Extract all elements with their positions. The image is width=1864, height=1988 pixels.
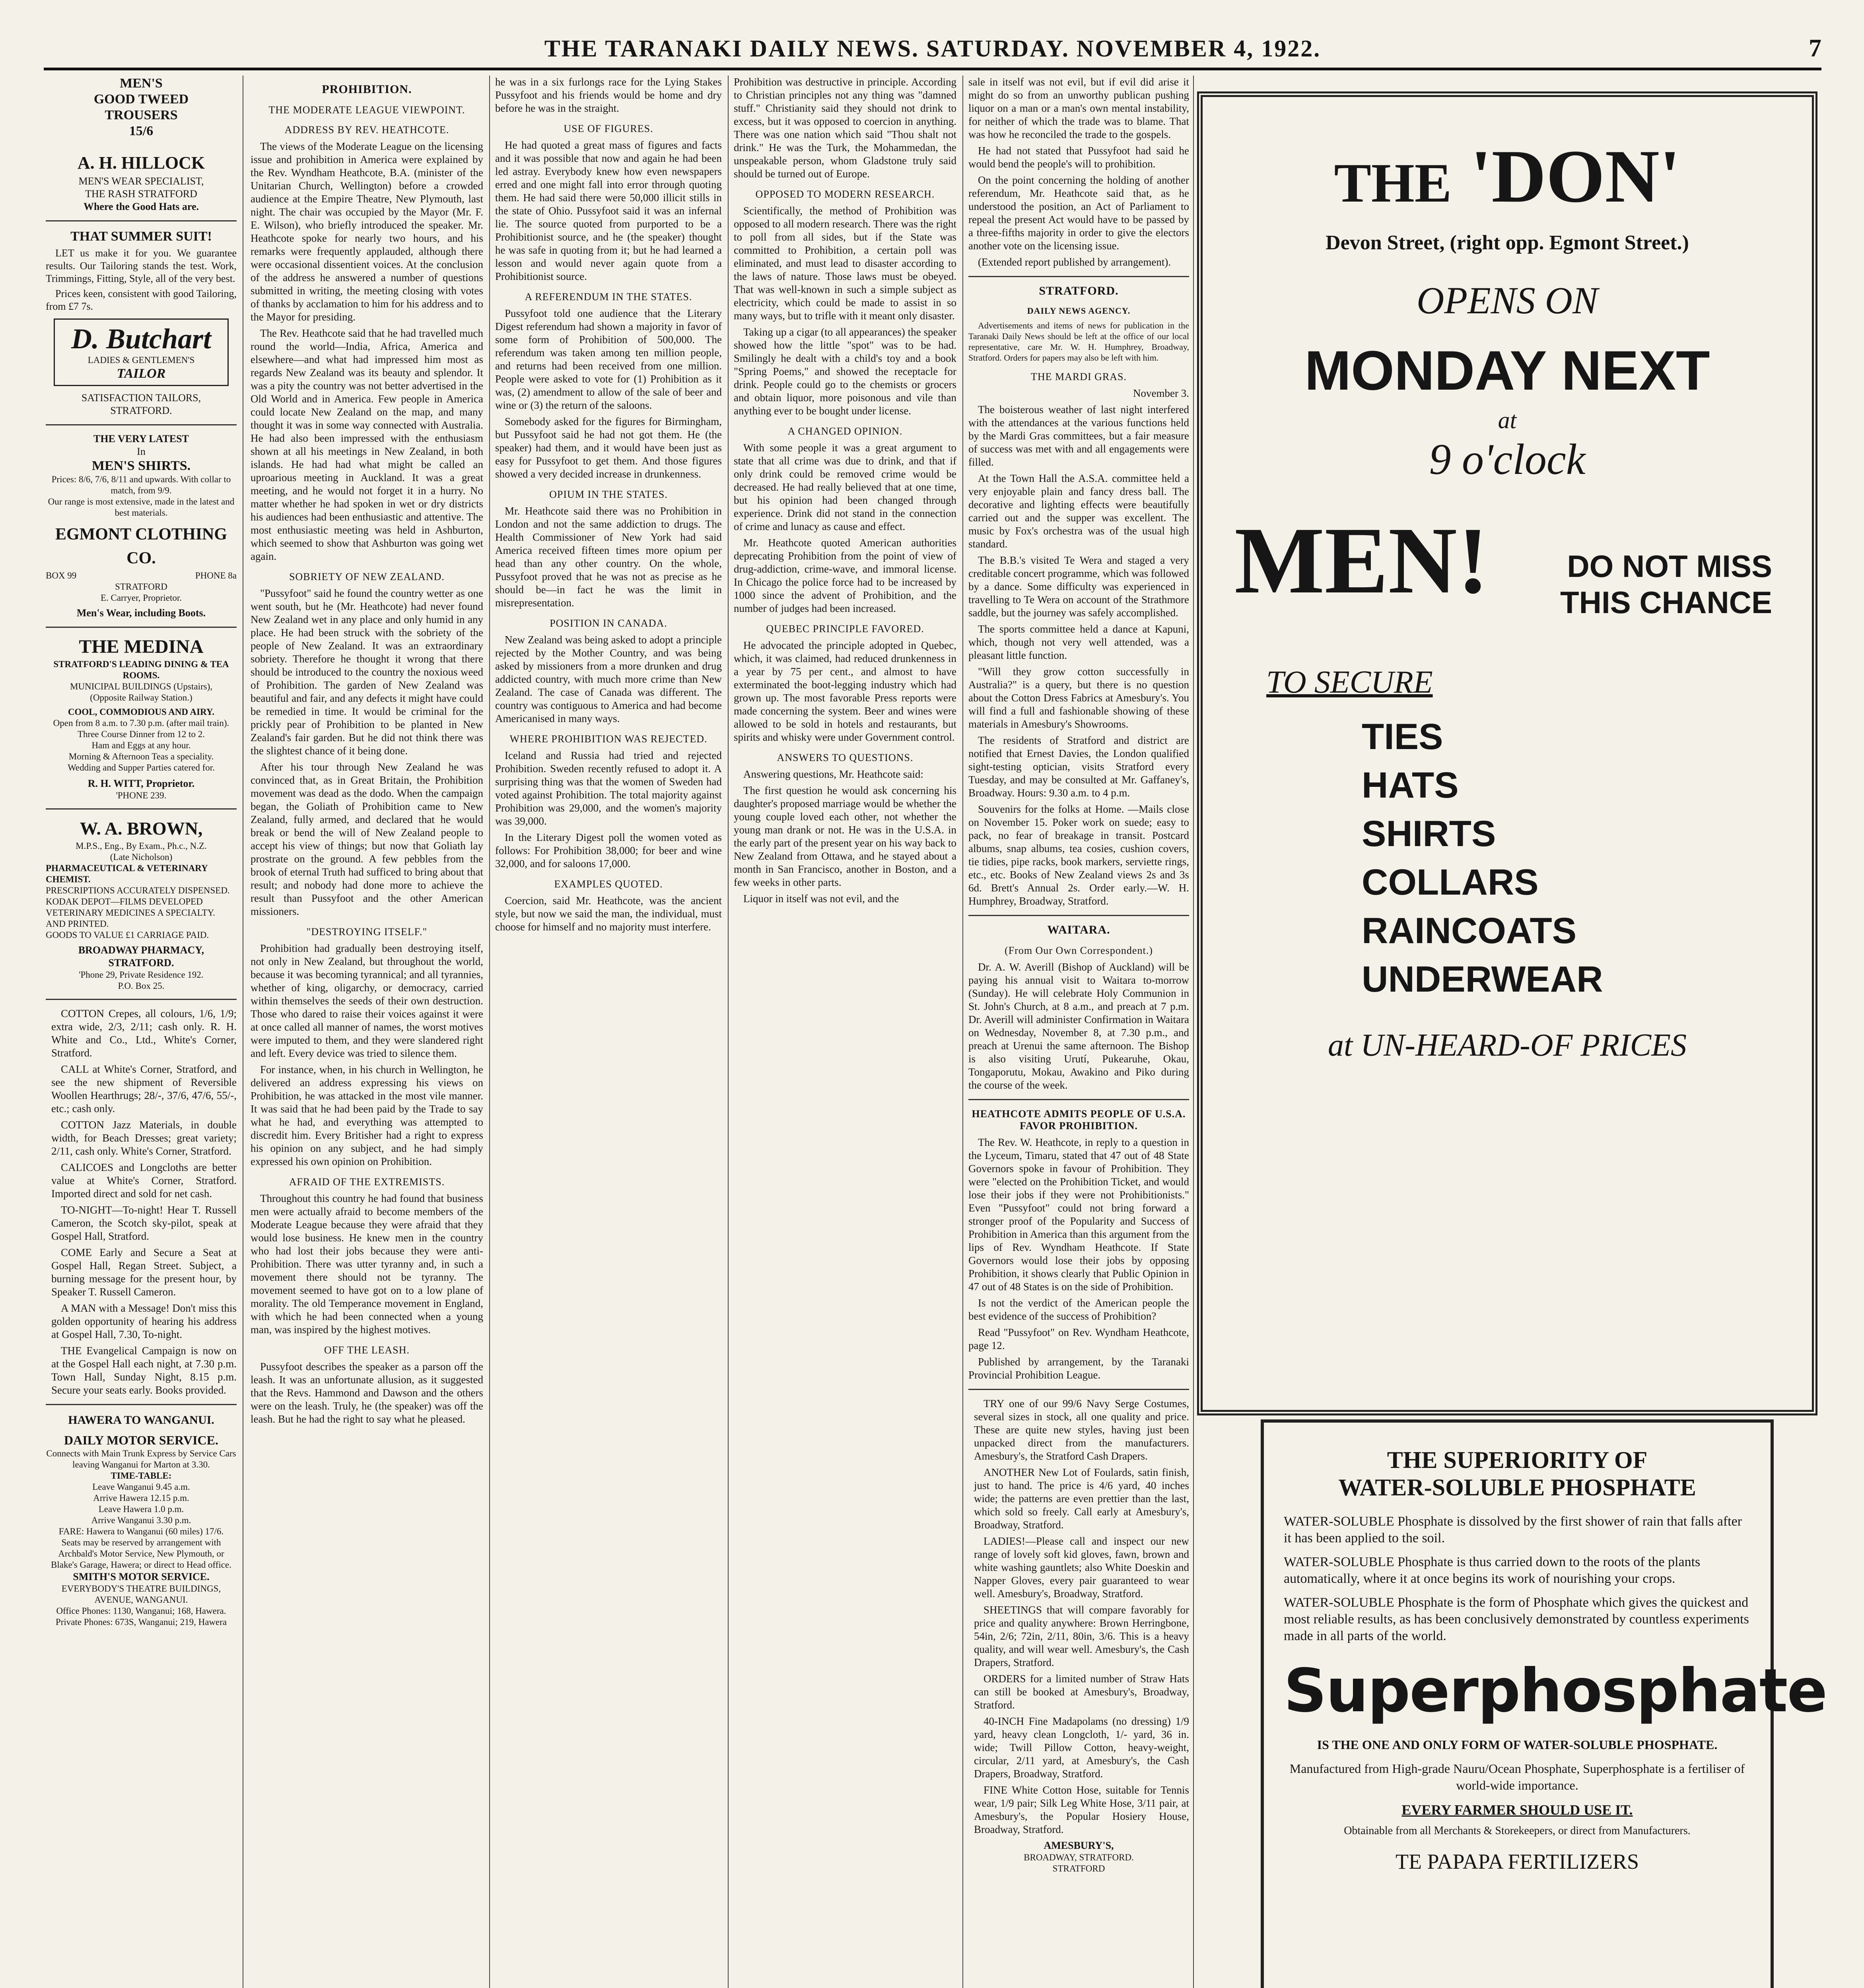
don-ad: [1197, 91, 1817, 1415]
butchart-prices: Prices keen, consistent with good Tailoring, from £7 7s.: [46, 288, 237, 312]
amesbury-item: LADIES!—Please call and inspect our new range of lovely soft kid gloves, fawn, brown and white washing gauntlets; also White Doeskin and Napper Gloves, every pair guaranteed to wear well. Amesbury's, Broadway, Stratford.: [974, 1535, 1189, 1600]
column-rule: [1193, 76, 1194, 1988]
article-subtitle: THE MODERATE LEAGUE VIEWPOINT.: [268, 104, 465, 116]
news-paragraph: At the Town Hall the A.S.A. committee held a very enjoyable plain and fancy dress ball. The decorative and lighting effects were beautifully carried out and the supper was excellent. The music by Fox's orchestra was of the usual high standard.: [968, 472, 1189, 550]
egmont-town: STRATFORD: [115, 582, 167, 592]
column-article-3: [734, 76, 956, 1988]
subhead: OPPOSED TO MODERN RESEARCH.: [755, 188, 935, 200]
hawera-time: Leave Hawera 1.0 p.m.: [98, 1504, 184, 1514]
column-ads-left: [46, 76, 237, 1988]
amesbury-item: 40-INCH Fine Madapolams (no dressing) 1/9 yard, heavy clean Longcloth, 1/- yard, 36 in. wide; Twill Pillow Cotton, heavy-weight, circular, 2/11 yard, at Amesbury's, the Cash Drapers, Broadway, Stratford.: [974, 1715, 1189, 1780]
don-at: at: [1498, 407, 1517, 433]
hillock-tagline: Where the Good Hats are.: [83, 201, 199, 212]
brown-line: PHARMACEUTICAL & VETERINARY CHEMIST.: [46, 863, 208, 884]
article-paragraph: sale in itself was not evil, but if evil did arise it might do so from an unworthy publican pushing liquor on a man or a man's own mental instability, for neither of which the trade was to blame. That was how he reconciled the trade to the gospels.: [968, 76, 1189, 140]
amesbury-name: AMESBURY'S,: [1044, 1840, 1114, 1851]
phos-obtain: Obtainable from all Merchants & Storekeepers, or direct from Manufacturers.: [1344, 1825, 1691, 1837]
news-paragraph: The sports committee held a dance at Kapuni, which, though not very well attended, was a pleasant little function.: [968, 623, 1189, 661]
column-article-2: [495, 76, 722, 1988]
subhead: A CHANGED OPINION.: [787, 425, 903, 437]
subhead: USE OF FIGURES.: [564, 123, 653, 134]
article-paragraph: He had quoted a great mass of figures and facts and it was possible that now and again he had been led astray. Everybody knew how even newspapers erred and one might fall into error through quoting them. He had said there were 50,000 illicit stills in the state of Ohio. Pussyfoot said it was an infernal lie. The source quoted from purported to be a Prohibitionist source, and he (the speaker) thought he was safe in quoting from it; but he had learned a lesson and would never again quote from a Prohibitionist source.: [495, 139, 722, 282]
butchart-logo-script: D. Butchart: [71, 323, 212, 355]
smith-name: SMITH'S MOTOR SERVICE.: [73, 1571, 210, 1582]
hillock-name: A. H. HILLOCK: [77, 153, 205, 173]
don-ad-inner: [1219, 113, 1796, 1394]
article-paragraph: The first question he would ask concerning his daughter's proposed marriage would be whether the young couple loved each other, not whether the young man drank or not. He was in the U.S.A. in the early part of the present year on his way back to New Zealand from Ottawa, and he stayed about a month in San Francisco, another in Boston, and a few weeks in other parts.: [734, 784, 956, 888]
don-item: UNDERWEAR: [1362, 959, 1603, 1000]
egmont-name: EGMONT CLOTHING CO.: [55, 525, 227, 567]
don-item: HATS: [1362, 765, 1459, 806]
phos-sup: THE SUPERIORITY OF: [1387, 1447, 1648, 1473]
subhead: A REFERENDUM IN THE STATES.: [525, 291, 692, 303]
brown-pobox: P.O. Box 25.: [118, 981, 165, 991]
brown-line: GOODS TO VALUE £1 CARRIAGE PAID.: [46, 930, 209, 940]
agency-notice: Advertisements and items of news for publication in the Taranaki Daily News should be left at the office of our local representative, care Mr. W. H. Humphrey, Broadway, Stratford. Orders for papers may also be left with him.: [968, 320, 1189, 363]
subhead: POSITION IN CANADA.: [550, 617, 667, 629]
classified-item: THE Evangelical Campaign is now on at the Gospel Hall each night, at 7.30 p.m. Town Hall, Sunday Night, 8.15 p.m. Secure your seats early. Books provided.: [51, 1345, 237, 1396]
classified-item: CALL at White's Corner, Stratford, and see the new shipment of Reversible Woollen Hearthrugs; 28/-, 37/6, 47/6, 55/-, etc.; cash only.: [51, 1063, 237, 1114]
medina-name: THE MEDINA: [79, 636, 204, 657]
don-secure: TO SECURE: [1266, 665, 1433, 700]
stratford-head: STRATFORD.: [1039, 284, 1119, 297]
divider: [46, 627, 237, 628]
divider: [46, 1404, 237, 1405]
don-time: 9 o'clock: [1429, 435, 1586, 483]
brown-line: AND PRINTED.: [46, 919, 109, 929]
don-opens: OPENS ON: [1417, 279, 1598, 322]
egmont-in: In: [137, 446, 146, 457]
don-title: [1219, 137, 1796, 223]
brown-name: W. A. BROWN,: [80, 818, 203, 839]
divider: [46, 220, 237, 221]
hawera-connects: Connects with Main Trunk Express by Service Cars leaving Wanganui for Marton at 3.30.: [46, 1448, 236, 1470]
egmont-range: Our range is most extensive, made in the latest and best materials.: [48, 497, 235, 518]
hawera-time: Arrive Wanganui 3.30 p.m.: [91, 1515, 191, 1525]
news-paragraph: Read "Pussyfoot" on Rev. Wyndham Heathcote, page 12.: [968, 1326, 1189, 1351]
article-paragraph: Taking up a cigar (to all appearances) the speaker showed how the little "spot" was to be had. Smilingly he dealt with a child's toy and a book "Spring Poems," and showed the receptacle for drink. People could go to the chemists or grocers and obtain liquor, more poisonous and vile than anything ever to be bought under license.: [734, 326, 956, 417]
smith-building: EVERYBODY'S THEATRE BUILDINGS, AVENUE, WANGANUI.: [61, 1584, 221, 1605]
heathcote-admits-head: HEATHCOTE ADMITS PEOPLE OF U.S.A. FAVOR PROHIBITION.: [972, 1108, 1186, 1132]
amesbury-ads: [968, 1397, 1189, 1874]
brown-line: VETERINARY MEDICINES A SPECIALTY.: [46, 908, 215, 918]
article-title: PROHIBITION.: [322, 83, 412, 96]
butchart-footer2: STRATFORD.: [110, 405, 172, 416]
butchart-logo: [54, 318, 229, 386]
hawera-timetable: TIME-TABLE:: [111, 1471, 172, 1481]
article-paragraph: Prohibition had gradually been destroying itself, not only in New Zealand, but throughout the world, because it was becoming tyrannical; and all tyrannies, whether of king, oligarchy, or democracy, carried within themselves the seeds of their own destruction. Those who dared to raise their voices against it were at once called all manner of names, the worst motives were imputed to them, and they were slandered right and left. Every device was tried to silence them.: [251, 942, 483, 1059]
hawera-title: DAILY MOTOR SERVICE.: [64, 1433, 218, 1447]
news-paragraph: The B.B.'s visited Te Wera and staged a very creditable concert programme, which was followed by a dance. Some difficulty was experienced in travelling to Te Wera on account of the Strathmore saddle, but the journey was safely accomplished.: [968, 554, 1189, 619]
don-street: Devon Street, (right opp. Egmont Street.): [1326, 231, 1689, 254]
column-article-1: [251, 76, 483, 1988]
article-paragraph: He had not stated that Pussyfoot had said he would bend the people's will to prohibition.: [968, 145, 1189, 170]
article-paragraph: For instance, when, in his church in Wellington, he delivered an address expressing his views on Prohibition, he was attacked in the most vile manner. It was said that he had been paid by the Trade to say what he had, and everything was attempted to discredit him. Every Britisher had a right to express his opinion on any subject, and he had simply expressed his own opinion on Prohibition.: [251, 1064, 483, 1167]
don-item: TIES: [1362, 716, 1443, 757]
classified-item: COME Early and Secure a Seat at Gospel Hall, Regan Street. Subject, a burning message for the present hour, by Speaker T. Russell Cameron.: [51, 1246, 237, 1298]
don-items: [1219, 712, 1796, 1004]
article-paragraph: Pussyfoot told one audience that the Literary Digest referendum had shown a majority in favor of some form of Prohibition of 500,000. The referendum was taken among ten million people, and returns had been received from one million. People were asked to vote for (1) Prohibition as it was, (2) amendment to allow of the sale of beer and wine or (3) the return of the saloons.: [495, 307, 722, 411]
amesbury-addr1: BROADWAY, STRATFORD.: [1024, 1852, 1134, 1862]
masthead: [44, 24, 1821, 64]
classified-item: CALICOES and Longcloths are better value at White's Corner, Stratford. Imported direct and sold for net cash.: [51, 1161, 237, 1200]
article-paragraph: Pussyfoot describes the speaker as a parson off the leash. It was an unfortunate allusion, as it suggested that the Revs. Hammond and Dawson and the others were on the leash. Truly, he (the speaker) was off the leash. But he had the right to say what he pleased.: [251, 1361, 483, 1425]
egmont-tagline: Men's Wear, including Boots.: [76, 607, 206, 619]
medina-sub: STRATFORD'S LEADING DINING & TEA ROOMS.: [53, 659, 229, 680]
masthead-rule: [44, 68, 1821, 70]
medina-hours: Open from 8 a.m. to 7.30 p.m. (after mail train).: [53, 718, 229, 728]
don-monday: MONDAY NEXT: [1304, 339, 1710, 402]
article-credit: (Extended report published by arrangement).: [978, 256, 1171, 268]
egmont-latest: THE VERY LATEST: [93, 433, 189, 445]
medina-cool: COOL, COMMODIOUS AND AIRY.: [68, 707, 215, 717]
hawera-head: HAWERA TO WANGANUI.: [68, 1413, 214, 1427]
hillock-line1: MEN'S: [120, 76, 163, 91]
hawera-ad: [46, 1412, 237, 1628]
article-paragraph: On the point concerning the holding of another referendum, Mr. Heathcote said that, as he understood the position, an Act of Parliament to repeal the present Act would have to be passed by a three-fifths majority in order to give the electors another vote on the licensing issue.: [968, 174, 1189, 252]
amesbury-footer: [968, 1839, 1189, 1874]
egmont-ad: [46, 433, 237, 619]
article-paragraph: he was in a six furlongs race for the Lying Stakes Pussyfoot and his friends would be home and dry before he was in the straight.: [495, 76, 722, 114]
subhead: EXAMPLES QUOTED.: [554, 878, 663, 890]
news-paragraph: Dr. A. W. Averill (Bishop of Auckland) will be paying his annual visit to Waitara to-morrow (Sunday). He will celebrate Holy Communion in St. John's Church, at 8 a.m., and preach at 7 p.m. Dr. Averill will administer Confirmation in Waitara on Wednesday, November 8, at 7.30 p.m., and preach at Urenui the same afternoon. The Bishop is also visiting Urutí, Pukearuhe, Okau, Tongaporutu, Mokau, Awakino and Piko during the course of the week.: [968, 961, 1189, 1091]
medina-bldg: MUNICIPAL BUILDINGS (Upstairs),: [70, 681, 212, 691]
phos-made: Manufactured from High-grade Nauru/Ocean Phosphate, Superphosphate is a fertiliser of world-wide importance.: [1289, 1761, 1745, 1792]
medina-ham: Ham and Eggs at any hour.: [91, 740, 191, 750]
amesbury-addr2: STRATFORD: [1052, 1864, 1105, 1873]
brown-late: (Late Nicholson): [110, 852, 173, 862]
classified-item: COTTON Jazz Materials, in double width, for Beach Dresses; great variety; 2/11, cash only. White's Corner, Stratford.: [51, 1119, 237, 1157]
article-paragraph: After his tour through New Zealand he was convinced that, as in Great Britain, the Prohibition movement was dead as the dodo. When the campaign began, the Goliath of Prohibition came to New Zealand, fully armed, and declared that he would break or bend the will of New Zealand people to accept his view of things; but now that Goliath lay prostrate on the ground. A few pebbles from the brook of eternal Truth had sufficed to bring about that result; and nobody had done more to achieve the result than Pussyfoot and the other American missioners.: [251, 761, 483, 917]
medina-phone: 'PHONE 239.: [116, 790, 167, 800]
butchart-logo-trade: TAILOR: [117, 366, 166, 381]
news-paragraph: The boisterous weather of last night interfered with the attendances at the various functions held by the Mardi Gras committees, but a fair measure of success was met with and all engagements were filled.: [968, 404, 1189, 468]
divider: [968, 1389, 1189, 1390]
dateline: November 3.: [1133, 387, 1189, 399]
classified-list: [46, 1007, 237, 1397]
don-dnm1: DO NOT MISS: [1567, 549, 1772, 584]
brown-pharmacy: BROADWAY PHARMACY, STRATFORD.: [78, 944, 204, 969]
column-rule: [728, 76, 729, 1988]
article-paragraph: Answering questions, Mr. Heathcote said:: [743, 768, 923, 780]
article-paragraph: Throughout this country he had found that business men were actually afraid to become members of the Moderate League because they were afraid that they would lose business. He knew men in the country who had lost their jobs because they were anti-Prohibition. There was utter tyranny and, in such a movement there should not be tyranny. The movement seemed to have got on to a low plane of morality. The old Temperance movement in England, with which he had been connected when a young man, was inspired by the highest motives.: [251, 1192, 483, 1336]
divider: [46, 424, 237, 425]
amesbury-item: ANOTHER New Lot of Foulards, satin finish, just to hand. The price is 4/6 yard, 40 inches wide; the patterns are even prettier than the last, which sold so freely. Call early at Amesbury's, Broadway, Stratford.: [974, 1466, 1189, 1531]
article-paragraph: Prohibition was destructive in principle. According to Christian principles not any thing was "damned stuff." Christianity said they should not drink to excess, but it was opposed to coercion in anything. There was one nation which said "Thou shalt not drink." He was the Turk, the Mohammedan, the unspeakable person, whom Gladstone truly said should be turned out of Europe.: [734, 76, 956, 180]
subhead: WHERE PROHIBITION WAS REJECTED.: [509, 733, 708, 745]
superphosphate-ad: [1261, 1419, 1827, 1988]
hawera-time: Leave Wanganui 9.45 a.m.: [92, 1482, 190, 1492]
subhead: SOBRIETY OF NEW ZEALAND.: [289, 571, 445, 582]
hawera-seats: Seats may be reserved by arrangement with Archbald's Motor Service, New Plymouth, or Blake's Garage, Hawera; or direct to Head office.: [51, 1538, 231, 1570]
article-paragraph: Liquor in itself was not evil, and the: [743, 893, 899, 905]
divider: [968, 276, 1189, 277]
amesbury-item: SHEETINGS that will compare favorably for price and quality anywhere: Brown Herringbone, 54in, 2/6; 72in, 2/11, 80in, 3/6. This is a heavy quality, and will wear well. Amesbury's, the Cash Drapers, Stratford.: [974, 1604, 1189, 1668]
smith-private: Private Phones: 673S, Wanganui; 219, Hawera: [55, 1617, 227, 1627]
phos-te: TE PAPAPA FERTILIZERS: [1396, 1850, 1639, 1873]
divider: [968, 1099, 1189, 1100]
article-paragraph: Coercion, said Mr. Heathcote, was the ancient style, but now we said the man, the individual, must choose for himself and no majority must interfere.: [495, 895, 722, 933]
classified-item: A MAN with a Message! Don't miss this golden opportunity of hearing his address at Gospel Hall, 7.30, To-night.: [51, 1302, 237, 1340]
article-paragraph: "Pussyfoot" said he found the country wetter as one went south, but he (Mr. Heathcote) had never found New Zealand wet in any place and only humid in any place. He had been struck with the sobriety of the people of New Zealand. It was an extraordinary sobriety. Therefore he thought it wrong that there should be introduced to the country the noxious weed of Prohibition. The garden of New Zealand was beautiful and fair, and any defects it might have could be remedied in time. It would be criminal for the prickly pear of Prohibition to be planted in New Zealand's fair garden. But he did not think there was the slightest chance of it being done.: [251, 587, 483, 757]
hawera-time: Arrive Hawera 12.15 p.m.: [93, 1493, 189, 1503]
subhead: OPIUM IN THE STATES.: [549, 489, 668, 500]
smith-office: Office Phones: 1130, Wanganui; 168, Hawera.: [56, 1606, 226, 1616]
article-paragraph: New Zealand was being asked to adopt a principle rejected by the Mother Country, and was being asked by missioners from a more drunken and drug addicted country, with much more crime than New Zealand. The case of Canada was different. The country was contiguous to America and had become Americanised in many ways.: [495, 634, 722, 724]
don-prices: at UN-HEARD-OF PRICES: [1328, 1028, 1687, 1063]
phos-p1: WATER-SOLUBLE Phosphate is dissolved by the first shower of rain that falls after it has been applied to the soil.: [1284, 1514, 1742, 1545]
amesbury-item: TRY one of our 99/6 Navy Serge Costumes, several sizes in stock, all one quality and price. These are quite new styles, having just been unpacked direct from the manufacturers. Amesbury's, the Stratford Cash Drapers.: [974, 1398, 1189, 1462]
classified-item: COTTON Crepes, all colours, 1/6, 1/9; extra wide, 2/3, 2/11; cash only. R. H. White and Co., Ltd., White's Corner, Stratford.: [51, 1008, 237, 1059]
brown-ad: [46, 817, 237, 992]
subhead: QUEBEC PRINCIPLE FAVORED.: [766, 623, 924, 635]
article-paragraph: Scientifically, the method of Prohibition was opposed to all modern research. There was the right to poll from all sides, but if the State was committed to Prohibition, a certain poll was eliminated, and must lead to disaster according to the laws of nature. Those laws must be obeyed. That was well-known in such a simple subject as electricity, which could be made to assist in so many ways, but to trifle with it meant only disaster.: [734, 205, 956, 322]
subhead: THE MARDI GRAS.: [1030, 371, 1127, 382]
waitara-from: (From Our Own Correspondent.): [1005, 945, 1153, 956]
divider: [46, 808, 237, 810]
hillock-ad: [46, 76, 237, 213]
egmont-prices: Prices: 8/6, 7/6, 8/11 and upwards. With collar to match, from 9/9.: [51, 474, 231, 495]
agency-head: DAILY NEWS AGENCY.: [1027, 306, 1131, 316]
don-the: THE: [1334, 152, 1452, 214]
medina-wedding: Wedding and Supper Parties catered for.: [68, 763, 215, 773]
medina-dinner: Three Course Dinner from 12 to 2.: [77, 729, 205, 739]
don-dnm2: THIS CHANCE: [1560, 585, 1772, 620]
phos-p3: WATER-SOLUBLE Phosphate is the form of Phosphate which gives the quickest and most reliable results, as has been conclusively demonstrated by countless experiments made in all parts of the world.: [1284, 1595, 1749, 1643]
article-paragraph: The views of the Moderate League on the licensing issue and prohibition in America were explained by the Rev. Wyndham Heathcote, B.A. (minister of the Unitarian Church, Wellington) before a crowded audience at the Empire Theatre, New Plymouth, last night. The chair was occupied by the Mayor (Mr. F. E. Wilson), who briefly introduced the speaker. Mr. Heathcote spoke for nearly two hours, and his remarks were frequently applauded, although there were occasional dissentient voices. At the conclusion of the address he answered a number of questions submitted in writing, the meeting closing with votes of thanks by acclamation to him for his address and to the Mayor for presiding.: [251, 140, 483, 323]
column-news: [968, 76, 1189, 1988]
butchart-body: LET us make it for you. We guarantee results. Our Tailoring stands the test. Work, Trimmings, Fitting, Style, all of the very best.: [46, 247, 237, 284]
classified-item: TO-NIGHT—To-night! Hear T. Russell Cameron, the Scotch sky-pilot, speak at Gospel Hall, Stratford.: [51, 1204, 237, 1242]
hillock-trade: MEN'S WEAR SPECIALIST,: [78, 175, 204, 187]
medina-ad: [46, 635, 237, 801]
egmont-contact: [46, 570, 237, 581]
egmont-box: BOX 99: [46, 571, 77, 580]
hawera-fare: FARE: Hawera to Wanganui (60 miles) 17/6.: [58, 1526, 224, 1536]
hillock-address: THE RASH STRATFORD: [85, 188, 197, 200]
butchart-footer1: SATISFACTION TAILORS,: [81, 392, 201, 404]
brown-line: PRESCRIPTIONS ACCURATELY DISPENSED.: [46, 885, 230, 895]
article-paragraph: Mr. Heathcote quoted American authorities deprecating Prohibition from the point of view of drug-addiction, crime-wave, and immoral license. In Chicago the police force had to be increased by 1000 since the advent of Prohibition, and the number of judges had been increased.: [734, 537, 956, 614]
phos-p2: WATER-SOLUBLE Phosphate is thus carried down to the roots of the plants automatically, where it at once begins its work of nourishing your crops.: [1284, 1555, 1701, 1586]
medina-opp: (Opposite Railway Station.): [90, 693, 192, 703]
waitara-head: WAITARA.: [1047, 923, 1110, 936]
brown-line: KODAK DEPOT—FILMS DEVELOPED: [46, 897, 203, 907]
butchart-logo-sub: LADIES & GENTLEMEN'S: [87, 355, 195, 365]
article-paragraph: Somebody asked for the figures for Birmingham, but Pussyfoot said he had not got them. He (the speaker) had them, and it would have been just as easy for Pussyfoot to get them. And those figures showed a very decided increase in drunkenness.: [495, 415, 722, 480]
article-paragraph: With some people it was a great argument to state that all crime was due to drink, and that if only drink could be removed crime would be decreased. He had really believed that at one time, but his opinion had been changed through experience. Drink did not stand in the connection of crime and lunacy as cause and effect.: [734, 442, 956, 532]
news-paragraph: Souvenirs for the folks at Home. —Mails close on November 15. Poker work on suede; easy to pack, no fear of breakage in transit. Postcard albums, snap albums, tea cosies, cushion covers, tie tidies, pipe racks, book markers, serviette rings, etc., etc. Books of New Zealand views 2s and 3s 6d. Brett's Annual 2s. Order early.—W. H. Humphrey, Broadway, Stratford.: [968, 803, 1189, 907]
article-byline: ADDRESS BY REV. HEATHCOTE.: [284, 124, 449, 136]
news-paragraph: "Will they grow cotton successfully in Australia?" is a query, but there is no question about the Cotton Dress Fabrics at Amesbury's. You will find a full and fashionable showing of these materials in Amesbury's Showrooms.: [968, 666, 1189, 730]
news-paragraph: The Rev. W. Heathcote, in reply to a question in the Lyceum, Timaru, stated that 47 out of 48 State Governors spoke in favour of Prohibition. They were "elected on the Prohibition Ticket, and would lose their jobs if they were not Prohibitionists." Even "Pussyfoot" could not bring forward a stronger proof of the Popularity and Success of Prohibition in America than this argument from the lips of Rev. Wyndham Heathcote. If State Governors would lose their jobs by opposing Prohibition, it shows clearly that Public Opinion in 47 out of 48 States is on the side of Prohibition.: [968, 1136, 1189, 1293]
butchart-head: THAT SUMMER SUIT!: [70, 229, 212, 244]
divider: [46, 999, 237, 1000]
don-item: SHIRTS: [1362, 813, 1496, 854]
masthead-title: THE TARANAKI DAILY NEWS. SATURDAY. NOVEMBER 4, 1922.: [544, 35, 1321, 62]
brown-quals: M.P.S., Eng., By Exam., Ph.c., N.Z.: [76, 841, 207, 851]
phos-only: IS THE ONE AND ONLY FORM OF WATER-SOLUBLE PHOSPHATE.: [1317, 1738, 1718, 1752]
medina-prop: R. H. WITT, Proprietor.: [87, 778, 195, 789]
phos-every: EVERY FARMER SHOULD USE IT.: [1401, 1802, 1633, 1818]
phos-ws: WATER-SOLUBLE PHOSPHATE: [1338, 1474, 1696, 1501]
medina-teas: Morning & Afternoon Teas a speciality.: [68, 751, 214, 761]
subhead: AFRAID OF THE EXTREMISTS.: [289, 1176, 445, 1188]
page-number: 7: [1809, 34, 1821, 62]
article-paragraph: Iceland and Russia had tried and rejected Prohibition. Sweden recently refused to adopt it. A surprising thing was that the women of Sweden had voted against Prohibition. The total majority against Prohibition was 29,000, and the women's majority was 39,000.: [495, 749, 722, 827]
article-paragraph: He advocated the principle adopted in Quebec, which, it was claimed, had reduced drunkenness in a year by 75 per cent., and almost to have exterminated the boot-legging industry which had grown up. The most favorable Press reports were made concerning the system. Beer and wines were allowed to be sold in hotels and restaurants, but spirits and whisky were under Government control.: [734, 639, 956, 743]
hillock-line3: TROUSERS: [105, 108, 178, 122]
amesbury-item: ORDERS for a limited number of Straw Hats can still be booked at Amesbury's, Broadway, Stratford.: [974, 1673, 1189, 1711]
phos-big: Superphosphate: [1284, 1656, 1827, 1726]
article-paragraph: Mr. Heathcote said there was no Prohibition in London and not the same addiction to drugs. The Health Commissioner of New York had said America received fifteen times more opium per head than any other country. On the whole, Pussyfoot proved that he was not as precise as he should be—in fact he was the limit in misrepresentation.: [495, 505, 722, 609]
don-item: RAINCOATS: [1362, 911, 1577, 951]
egmont-shirts: MEN'S SHIRTS.: [91, 458, 191, 473]
hillock-line2: GOOD TWEED: [93, 92, 189, 107]
subhead: OFF THE LEASH.: [324, 1344, 410, 1356]
hillock-price: 15/6: [129, 124, 154, 138]
brown-phone: 'Phone 29, Private Residence 192.: [79, 970, 204, 980]
egmont-phone: PHONE 8a: [195, 571, 237, 580]
news-paragraph: Is not the verdict of the American people the best evidence of the success of Prohibition?: [968, 1297, 1189, 1322]
butchart-ad: [46, 229, 237, 417]
divider: [968, 915, 1189, 916]
article-paragraph: In the Literary Digest poll the women voted as follows: For Prohibition 38,000; for beer and wine 32,000, and for saloons 17,000.: [495, 831, 722, 870]
don-name: 'DON': [1470, 135, 1681, 218]
egmont-prop: E. Carryer, Proprietor.: [100, 593, 182, 603]
don-men: MEN!: [1234, 507, 1489, 613]
news-paragraph: The residents of Stratford and district are notified that Ernest Davies, the London qualified sight-testing optician, visits Stratford every Tuesday, and may be consulted at Mr. Gaffaney's, Broadway. Hours: 9.30 a.m. to 4 p.m.: [968, 734, 1189, 799]
news-paragraph: Published by arrangement, by the Taranaki Provincial Prohibition League.: [968, 1356, 1189, 1381]
article-paragraph: The Rev. Heathcote said that he had travelled much round the world—India, Africa, America and elsewhere—and what had impressed him most as regards New Zealand was its beauty and splendor. It was a pity the country was not better advertised in the Old World and in America. Few people in America could locate New Zealand on the map, and many thought it was in some way connected with Australia. He had also been impressed with the enthusiasm shown at all his meetings in New Zealand, in both islands. He had had what might be called an uproarious meeting in Auckland. It was a great meeting, and he would not forget it in a hurry. No matter whether he had spoken in wet or dry districts his audiences had been enthusiastic and attentive. The most enthusiastic meeting was held in Ashburton, which seemed to show that Ashburton was going wet again.: [251, 327, 483, 562]
column-rule: [489, 76, 490, 1988]
amesbury-item: FINE White Cotton Hose, suitable for Tennis wear, 1/9 pair; Silk Leg White Hose, 3/11 pair, at Amesbury's, the Popular Hosiery House, Broadway, Stratford.: [974, 1784, 1189, 1835]
column-rule: [962, 76, 963, 1988]
don-item: COLLARS: [1362, 862, 1539, 903]
subhead: "DESTROYING ITSELF.": [306, 926, 428, 938]
subhead: ANSWERS TO QUESTIONS.: [777, 752, 914, 763]
